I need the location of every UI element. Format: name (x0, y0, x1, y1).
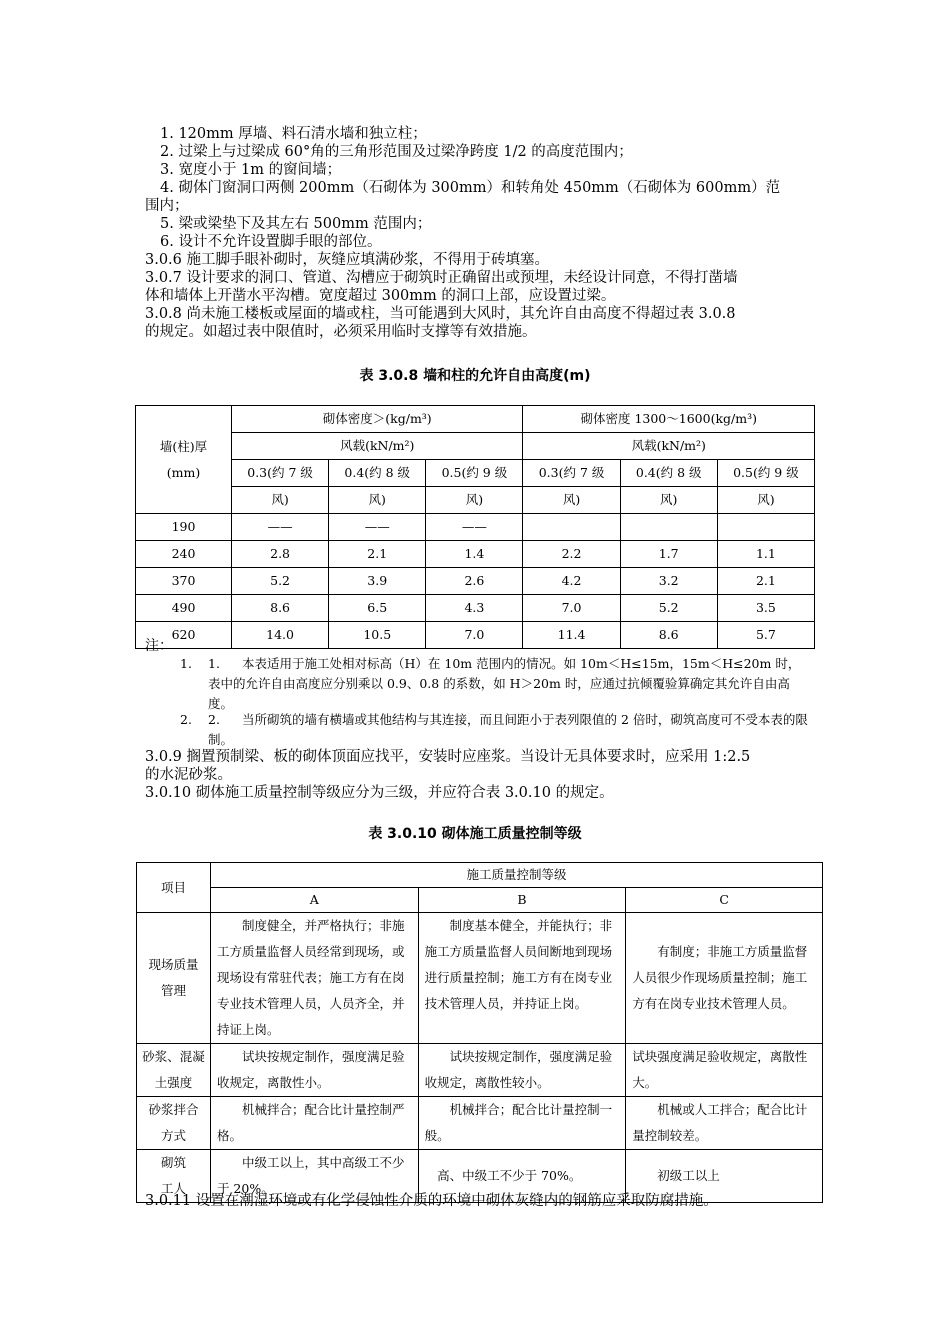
table-cell: 370 (136, 568, 232, 595)
table-cell: 7.0 (523, 595, 620, 622)
cell-a: 中级工以上，其中高级工不少于 20%。 (210, 1150, 418, 1203)
note-num-1: 1. (180, 656, 192, 671)
table-cell: 2.2 (523, 541, 620, 568)
wind-level: 0.4(约 8 级 (620, 460, 717, 487)
level-c: C (626, 888, 823, 913)
table-cell: —— (232, 514, 329, 541)
table-3-0-8-caption: 表 3.0.8 墙和柱的允许自由高度(m) (359, 368, 591, 384)
wind-level-suffix: 风) (717, 487, 814, 514)
table-cell: 3.5 (717, 595, 814, 622)
wind-level: 0.4(约 8 级 (329, 460, 426, 487)
table-cell (717, 514, 814, 541)
cell-b: 制度基本健全，并能执行；非施工方质量监督人员间断地到现场进行质量控制；施工方有在岗专业技术管理人员，并持证上岗。 (418, 913, 626, 1044)
table-cell: 5.7 (717, 622, 814, 649)
wind-level: 0.5(约 9 级 (717, 460, 814, 487)
note-text-1: 本表适用于施工处相对标高（H）在 10m 范围内的情况。如 10m＜H≤15m，15m＜H≤20m 时，表中的允许自由高度应分别乘以 0.9、0.8 的系数，如 H＞20m 时，应通过抗倾覆验算确定其允许自由高度。 (208, 656, 801, 711)
table-cell: 190 (136, 514, 232, 541)
para-3-0-6: 3.0.6 施工脚手眼补砌时，灰缝应填满砂浆，不得用于砖填塞。 (145, 252, 550, 268)
wind-level: 0.3(约 7 级 (232, 460, 329, 487)
table-cell: 3.9 (329, 568, 426, 595)
table-row (136, 622, 815, 649)
table-cell: 620 (136, 622, 232, 649)
list-item-3: 3. 宽度小于 1m 的窗间墙； (160, 162, 342, 178)
wind-level: 0.5(约 9 级 (426, 460, 523, 487)
cell-b: 试块按规定制作，强度满足验收规定，离散性较小。 (418, 1044, 626, 1097)
table-cell: —— (426, 514, 523, 541)
cell-b: 机械拌合；配合比计量控制一般。 (418, 1097, 626, 1150)
wind-level-suffix: 风) (426, 487, 523, 514)
list-item-2: 2. 过梁上与过梁成 60°角的三角形范围及过梁净跨度 1/2 的高度范围内； (160, 144, 633, 160)
note-num-2: 2. (180, 712, 192, 727)
level-b: B (418, 888, 626, 913)
wind-header-2: 风载(kN/m²) (523, 433, 815, 460)
table-row (136, 514, 815, 541)
table-cell: 2.6 (426, 568, 523, 595)
table-cell: 2.1 (329, 541, 426, 568)
wind-level-suffix: 风) (523, 487, 620, 514)
table-cell (620, 514, 717, 541)
table-row (136, 541, 815, 568)
cell-c: 初级工以上 (626, 1150, 823, 1203)
cell-a: 机械拌合；配合比计量控制严格。 (210, 1097, 418, 1150)
table-cell: 3.2 (620, 568, 717, 595)
cell-c: 有制度；非施工方质量监督人员很少作现场质量控制；施工方有在岗专业技术管理人员。 (626, 913, 823, 1044)
table-cell: 2.8 (232, 541, 329, 568)
level-header: 施工质量控制等级 (210, 863, 822, 888)
para-3-0-9-line1: 3.0.9 搁置预制梁、板的砌体顶面应找平，安装时应座浆。当设计无具体要求时，应采用 1:2.5 (145, 749, 751, 765)
table-cell: 8.6 (232, 595, 329, 622)
table-row (136, 595, 815, 622)
table-cell: 4.2 (523, 568, 620, 595)
table-cell: 1.4 (426, 541, 523, 568)
table-3-0-10-caption: 表 3.0.10 砌体施工质量控制等级 (368, 826, 582, 842)
table-row (137, 1044, 823, 1097)
table-3-0-10 (136, 862, 823, 1203)
row-name: 砌筑工人 (137, 1150, 211, 1203)
table-cell (523, 514, 620, 541)
table-cell: 1.7 (620, 541, 717, 568)
cell-b: 高、中级工不少于 70%。 (418, 1150, 626, 1203)
density-header-2: 砌体密度 1300～1600(kg/m³) (523, 406, 815, 433)
table-row (137, 1097, 823, 1150)
table-row (137, 913, 823, 1044)
table-cell: 490 (136, 595, 232, 622)
table-cell: —— (329, 514, 426, 541)
list-item-6: 6. 设计不允许设置脚手眼的部位。 (160, 234, 382, 250)
note-sub-2: 2. (208, 712, 220, 727)
wind-header-1: 风载(kN/m²) (232, 433, 523, 460)
wind-level: 0.3(约 7 级 (523, 460, 620, 487)
para-3-0-10: 3.0.10 砌体施工质量控制等级应分为三级，并应符合表 3.0.10 的规定。 (145, 785, 614, 801)
list-item-1: 1. 120mm 厚墙、料石清水墙和独立柱； (160, 126, 427, 142)
table-cell: 10.5 (329, 622, 426, 649)
density-header-1: 砌体密度＞(kg/m³) (232, 406, 523, 433)
para-3-0-9-line2: 的水泥砂浆。 (145, 767, 232, 783)
para-3-0-8-line2: 的规定。如超过表中限值时，必须采用临时支撑等有效措施。 (145, 324, 537, 340)
row-name: 砂浆、混凝土强度 (137, 1044, 211, 1097)
wind-level-suffix: 风) (329, 487, 426, 514)
table-cell: 6.5 (329, 595, 426, 622)
table-cell: 14.0 (232, 622, 329, 649)
list-item-5: 5. 梁或梁垫下及其左右 500mm 范围内； (160, 216, 432, 232)
table-cell: 240 (136, 541, 232, 568)
table-3-0-8 (135, 405, 815, 649)
note-text-2: 当所砌筑的墙有横墙或其他结构与其连接，而且间距小于表列限值的 2 倍时，砌筑高度可不受本表的限制。 (208, 712, 808, 747)
para-3-0-8-line1: 3.0.8 尚未施工楼板或屋面的墙或柱，当可能遇到大风时，其允许自由高度不得超过表 3.0.8 (145, 306, 736, 322)
cell-a: 试块按规定制作，强度满足验收规定，离散性小。 (210, 1044, 418, 1097)
wind-level-suffix: 风) (620, 487, 717, 514)
row-name: 砂浆拌合方式 (137, 1097, 211, 1150)
thickness-header: 墙(柱)厚 (mm) (136, 406, 232, 514)
note-sub-1: 1. (208, 656, 220, 671)
list-item-4: 4. 砌体门窗洞口两侧 200mm（石砌体为 300mm）和转角处 450mm（石砌体为 600mm）范 (160, 180, 781, 196)
cell-a: 制度健全，并严格执行；非施工方质量监督人员经常到现场，或现场设有常驻代表；施工方有在岗专业技术管理人员，人员齐全，并持证上岗。 (210, 913, 418, 1044)
table-cell: 5.2 (232, 568, 329, 595)
table-cell: 1.1 (717, 541, 814, 568)
table-cell: 7.0 (426, 622, 523, 649)
row-name: 现场质量管理 (137, 913, 211, 1044)
table-cell: 5.2 (620, 595, 717, 622)
level-a: A (210, 888, 418, 913)
table-cell: 11.4 (523, 622, 620, 649)
para-3-0-7-line2: 体和墙体上开凿水平沟槽。宽度超过 300mm 的洞口上部，应设置过梁。 (145, 288, 616, 304)
para-3-0-11: 3.0.11 设置在潮湿环境或有化学侵蚀性介质的环境中砌体灰缝内的钢筋应采取防腐措施。 (145, 1193, 718, 1209)
para-3-0-7-line1: 3.0.7 设计要求的洞口、管道、沟槽应于砌筑时正确留出或预埋，未经设计同意，不得打凿墙 (145, 270, 738, 286)
notes-title: 注： (145, 638, 173, 654)
item-header: 项目 (137, 863, 211, 913)
wind-level-suffix: 风) (232, 487, 329, 514)
list-item-4-cont: 围内； (145, 198, 189, 214)
table-cell: 4.3 (426, 595, 523, 622)
table-cell: 8.6 (620, 622, 717, 649)
cell-c: 机械或人工拌合；配合比计量控制较差。 (626, 1097, 823, 1150)
cell-c: 试块强度满足验收规定，离散性大。 (626, 1044, 823, 1097)
table-row (136, 568, 815, 595)
table-cell: 2.1 (717, 568, 814, 595)
